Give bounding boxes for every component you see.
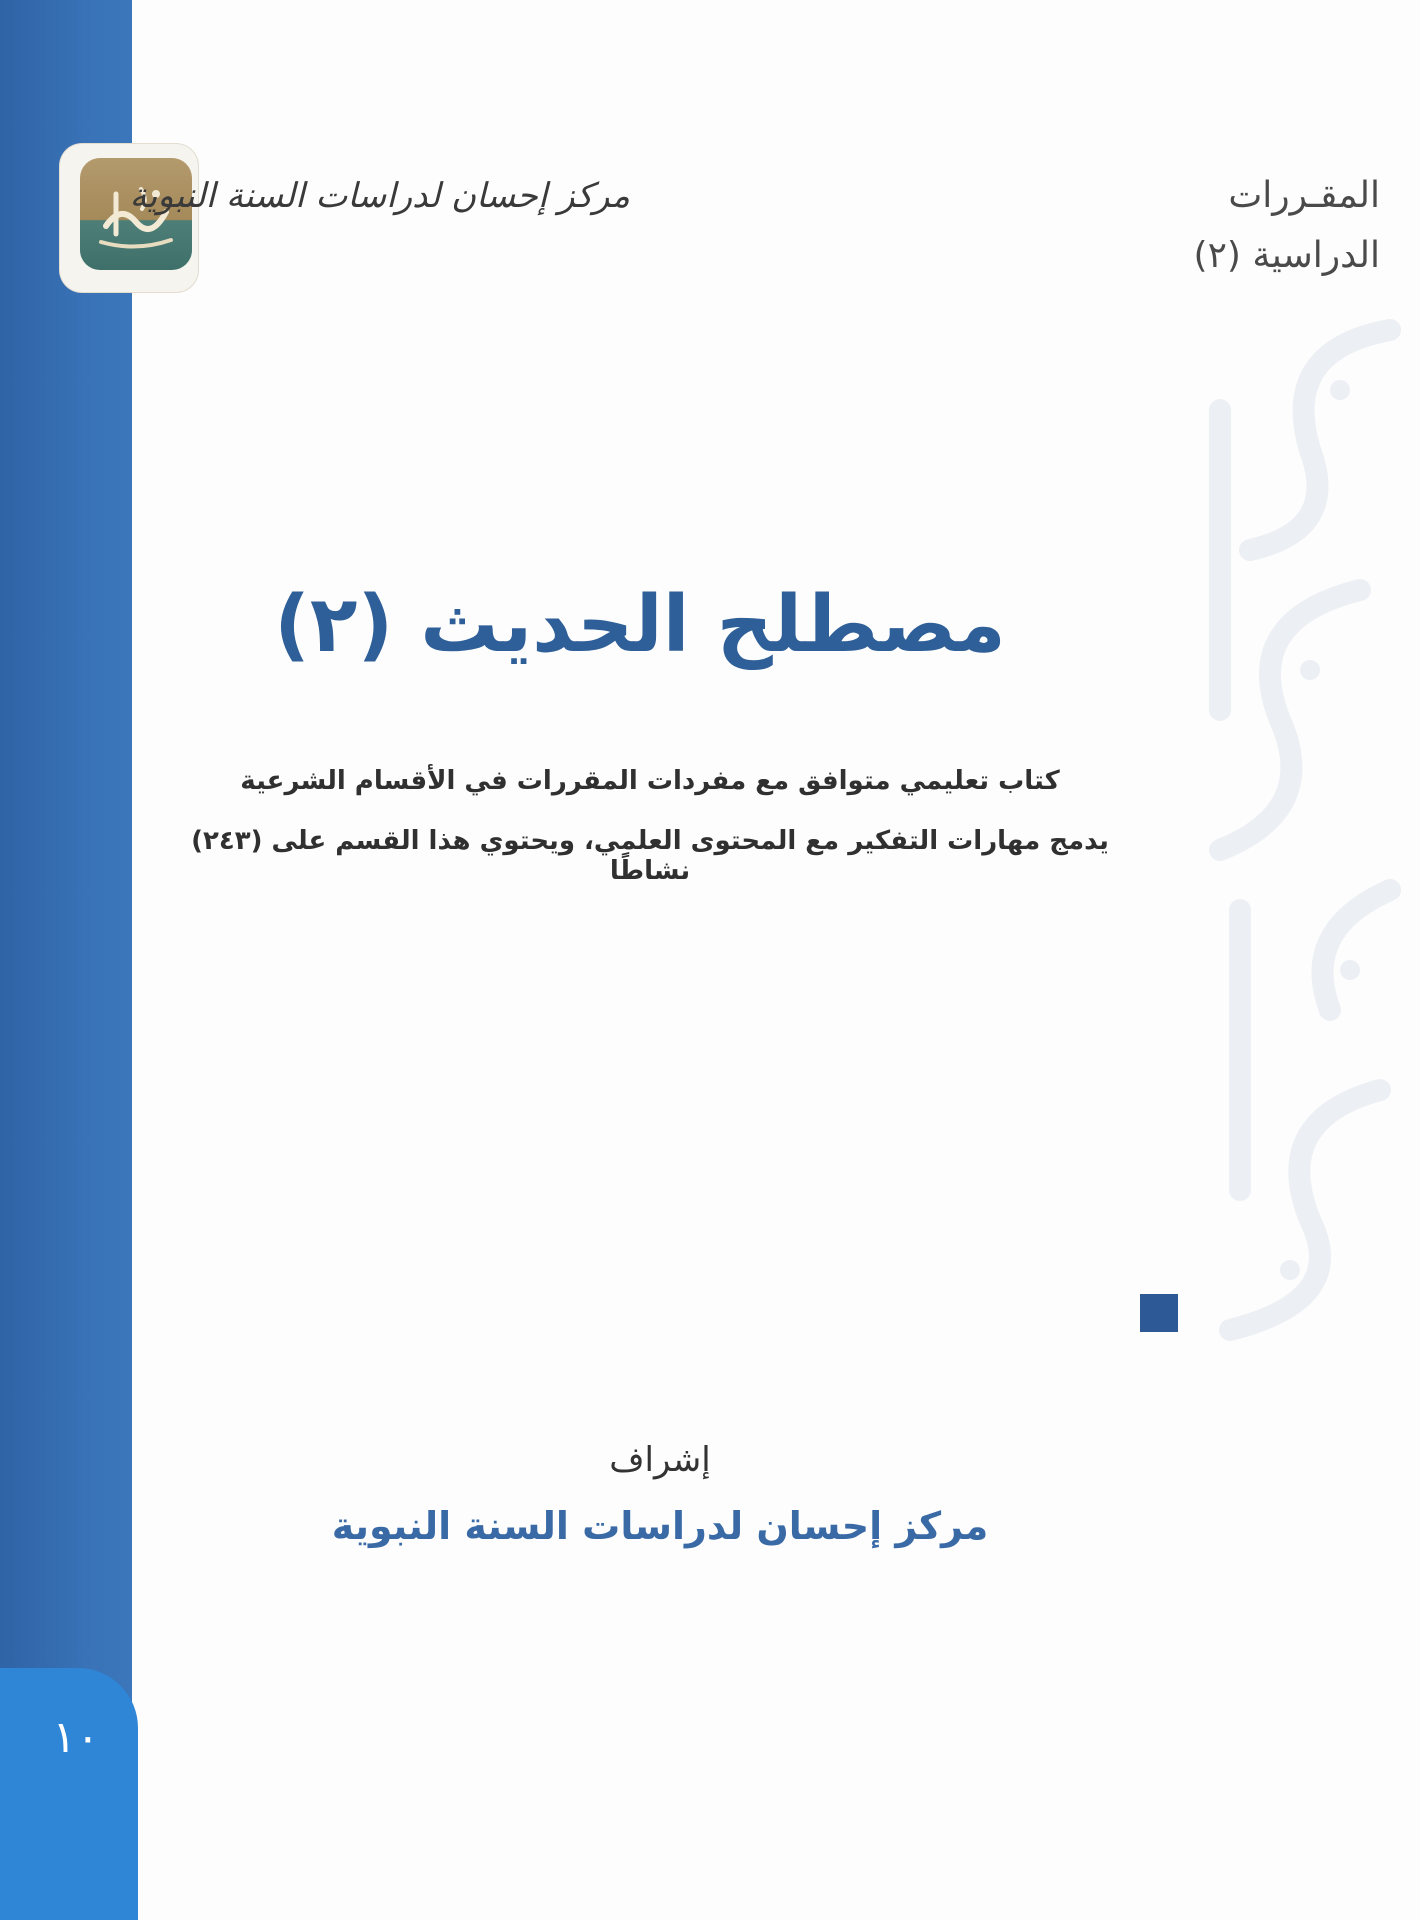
page-number-tab <box>0 1668 138 1920</box>
book-title: مصطلح الحديث (٢) <box>274 580 1006 670</box>
calligraphy-watermark <box>1160 290 1420 1370</box>
supervision-label: إشراف <box>609 1440 711 1480</box>
page-number: ١٠ <box>52 1712 100 1763</box>
subtitle-line-2: يدمج مهارات التفكير مع المحتوى العلمي، ويحتوي هذا القسم على (٢٤٣) نشاطًا <box>191 826 1109 886</box>
supervising-organization: مركز إحسان لدراسات السنة النبوية <box>331 1504 989 1548</box>
curriculum-line-1: المقـررات <box>1228 175 1380 216</box>
center-name-logotype: مركز إحسان لدراسات السنة النبوية <box>129 176 630 216</box>
subtitle-line-1: كتاب تعليمي متوافق مع مفردات المقررات في الأقسام الشرعية <box>240 766 1060 796</box>
curriculum-label <box>1080 166 1380 286</box>
square-marker <box>1140 1294 1178 1332</box>
curriculum-line-2: الدراسية (٢) <box>1193 235 1380 276</box>
